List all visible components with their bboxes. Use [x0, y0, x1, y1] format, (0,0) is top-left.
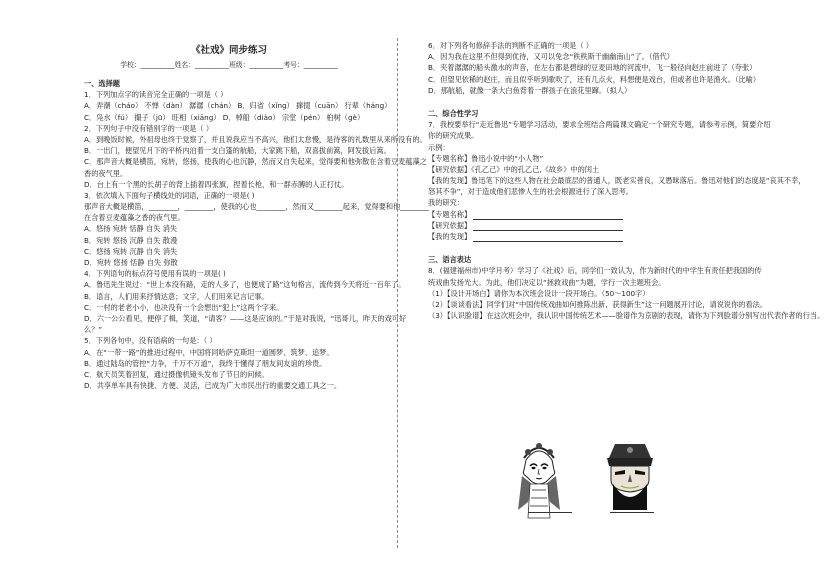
q5-option-a: A．在“一带一路”的推进过程中，中国将同哈萨克斯坦一道圆梦、筑梦、追梦。 [84, 347, 334, 357]
q7-stem: 7．我校要举行“走近鲁迅”专题学习活动，要求全班结合两篇课文确定一个研究专题，请参考示例，简要介绍 [428, 120, 771, 130]
q3-stem: 3．依次填入下面句子横线处的词语，正确的一项是( ) [84, 190, 255, 200]
q7-my-research-label: 我的研究： [428, 198, 464, 208]
q7-answer-topic[interactable] [428, 209, 728, 220]
q8-subquestion-2: （2）【谈谈看法】同学们对“中国传统戏曲如何推陈出新，获得新生”这一问题展开讨论，请说说你的看法。 [428, 299, 768, 309]
q5-stem: 5．下列各句中，没有语病的一句是：（ ） [84, 336, 217, 346]
opera-mask-illustration-1 [518, 440, 560, 518]
q8-subquestion-3: （3）【认识脸谱】在这次班会中，我认识中国传统艺术——脸谱作为京剧的表现，请你为下列脸谱分别写出代表作者的行当。 [428, 311, 824, 321]
q7-example-finding-cont: 怒其不争”，对于造成他们悲惨人生的社会根源进行了深入思考。 [428, 187, 633, 197]
left-column [84, 44, 430, 391]
student-info-line: 学校：__________姓名：__________班级：__________考号：__________ [120, 61, 338, 69]
right-column [428, 40, 824, 321]
column-divider [397, 38, 398, 548]
q7-example-label: 示例： [428, 142, 450, 152]
q2-option-c: C．那声音大概是横笛，宛转，悠扬，使我的心也沉静，然而又自失起来，觉得要和他弥散在含着豆麦蕴藻之 [84, 157, 427, 167]
q5-option-c: C．航天员笑着回复，通过摄像机镜头发布了节日的问候。 [84, 369, 269, 379]
q5-option-b: B．通过陆岛的管控“力争，千万不万道”，我终于懂得了朋友间友谊的珍贵。 [84, 358, 327, 368]
q7-stem-cont: 你的研究成果。 [428, 131, 479, 141]
q2-option-b: B．一出门，便望见月下的平桥内泊着一支白篷的航船，大家跳下船，双喜拔前篙，阿发拔后篙。 [84, 146, 391, 156]
q6-option-d: D．那航船，就像一条大白鱼背着一群孩子在浪花里蹿。（拟人） [428, 85, 632, 95]
section-heading-language: 三、语言表达 [428, 255, 472, 265]
q3-option-a: A．悠扬 宛转 恬静 自失 消失 [84, 224, 178, 234]
q2-option-a: A．到晚饭时候，外祖母也终于觉察了，并且说我应当不高兴，他们太怠慢，是待客的礼数里从来所没有的。 [84, 134, 427, 144]
q3-option-d: D．宛转 悠扬 恬静 自失 弥散 [84, 258, 178, 267]
q1-options-ab: A．弄潮（cháo） 不惮（dàn） 潺潺（chán） B．归省（xǐng） 撺掇（cuān） 行辈（háng） [84, 101, 392, 111]
q4-option-c: C．一村的老老小小，也决没有一个会想出“犯上”这两个字来。 [84, 302, 284, 312]
q4-option-d: D．六一公公看见，便停了楫，笑道，“请客？——这是应该的。”于是对我说，“迅哥儿，昨天的戏可好 [84, 313, 407, 323]
q6-stem: 6．对下列各句修辞手法的判断不正确的一项是（ ） [428, 41, 593, 50]
q5-option-d: D．共享单车具有快捷、方便、灵活，已成为广大市民出行的重要交通工具之一。 [84, 381, 342, 391]
q6-option-b: B．夹着潺潺的船头激水的声音，在左右都是碧绿的豆麦田地的河流中，飞一般径向赵庄前进了（夸张） [428, 63, 757, 73]
q7-answer-finding[interactable] [428, 231, 728, 242]
q4-option-d-cont: 么？” [84, 325, 103, 335]
q7-answer-topic-label: 【专题名称】 [428, 209, 472, 219]
page-title: 《社戏》同步练习 [190, 45, 267, 56]
q7-answer-finding-blank[interactable] [473, 233, 623, 242]
q4-option-a: A．鲁迅先生说过：“世上本没有路，走的人多了，也便成了路”这句格言，流传到今天将近一百年了。 [84, 280, 406, 290]
q7-answer-topic-blank[interactable] [473, 211, 623, 220]
q4-option-b: B．语言，人们用来抒情达意；文字，人们用来记言记事。 [84, 291, 269, 301]
q8-stem: 8．(福建福州市)中学月考）学习了《社戏》后，同学们一致认为，作为新时代的中学生有责任把我国的传 [428, 266, 762, 276]
opera-mask-illustration-2 [601, 440, 659, 510]
caption-blank-1[interactable] [528, 512, 572, 513]
q7-example-finding: 【我的发现】鲁迅笔下的这些人物在社会最底层的普通人，既老实善良，又愚昧落后。鲁迅对他们的态度是“哀其不幸， [428, 176, 806, 186]
q1-options-cd: C．凫水（fú） 撮子（jū） 旺相（xiāng） D．棹船（diào） 宗堂（pén） 桕树（gè） [84, 112, 365, 122]
q8-subquestion-1: （1）【设计开场白】请你为本次班会设计一段开场白。（50～100字） [428, 288, 650, 298]
q6-option-a: A．因为我在这里不但得到优待，又可以免念“秩秩斯干幽幽南山”了。（借代） [428, 52, 674, 62]
q4-stem: 4．下列语句的标点符号使用有误的一项是( ) [84, 269, 226, 279]
q7-example-topic: 【专题名称】鲁迅小说中的“小人物” [428, 153, 544, 163]
q7-answer-basis-blank[interactable] [473, 222, 623, 231]
section-heading-comprehensive: 二、综合性学习 [428, 108, 479, 118]
q2-option-c-cont: 香的夜气里。 [84, 168, 128, 178]
q3-passage-cont: 在含着豆麦蕴藻之香的夜气里。 [84, 213, 185, 223]
q7-answer-basis-label: 【研究依据】 [428, 220, 472, 230]
q6-option-c: C．但望见依稀的赵庄，而且似乎听到歌吹了，还有几点火，料想便是戏台，但或者也许是渔火。（比喻） [428, 74, 761, 84]
q2-option-d: D．台上有一个黑的长胡子的背上插着四张旗，捏着长枪，和一群赤膊的人正打仗。 [84, 179, 349, 189]
caption-blank-2[interactable] [610, 512, 654, 513]
q3-option-b: B．宛转 悠扬 沉静 自失 散漫 [84, 235, 178, 245]
q7-answer-finding-label: 【我的发现】 [428, 232, 472, 241]
q1-stem: 1．下列加点字的读音完全正确的一项是（ ） [84, 90, 228, 100]
q7-example-basis: 【研究依据】《孔乙己》中的孔乙己,《故乡》中的闰土 [428, 164, 600, 174]
q3-option-c: C．悠扬 宛转 沉静 自失 消失 [84, 246, 178, 256]
q3-passage: 那声音大概是横笛，________，________，使我的心也________，然而又________起来，觉得要和他________ [84, 202, 430, 212]
q8-stem-cont: 统戏曲发扬光大。为此，他们决定以“拯救戏曲”为题，学行一次主题班会。 [428, 277, 666, 287]
q2-stem: 2．下列句子中没有错别字的一项是（ ） [84, 123, 214, 133]
q7-answer-basis[interactable] [428, 220, 728, 231]
section-heading-choice: 一、选择题 [84, 79, 120, 88]
